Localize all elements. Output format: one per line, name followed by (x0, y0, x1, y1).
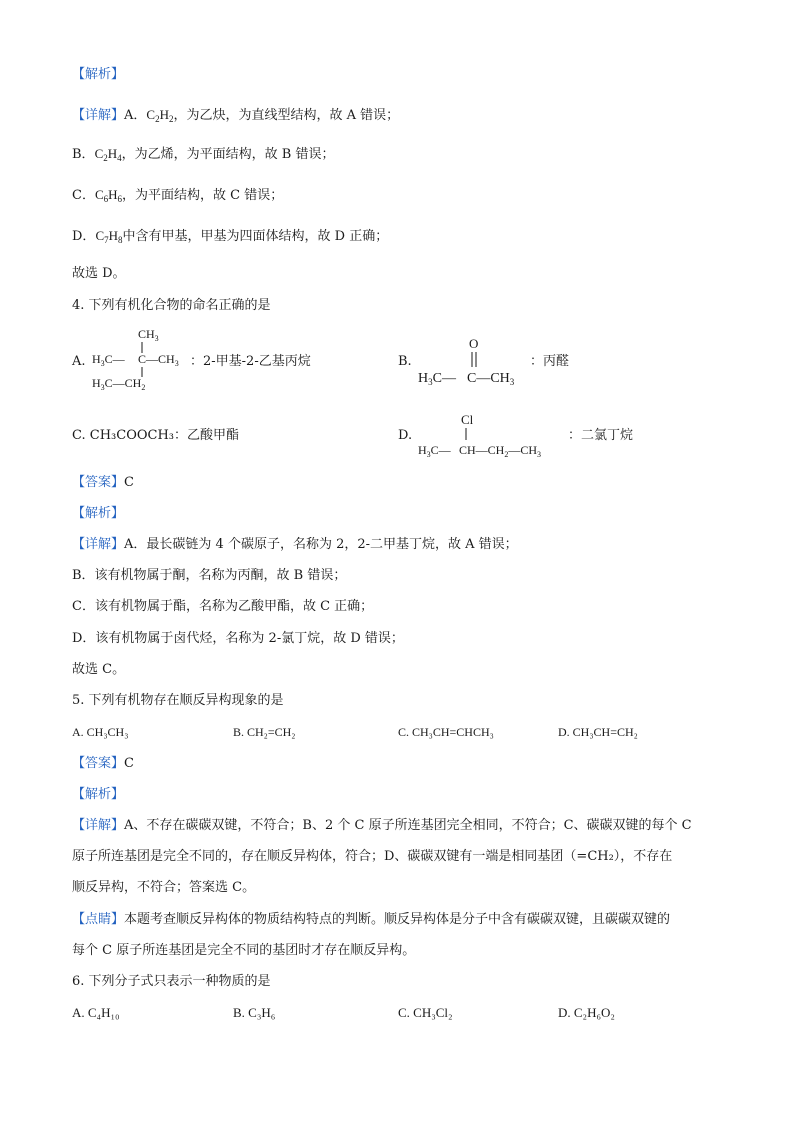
struct-b-o: O (469, 336, 479, 351)
q4-option-d-label: D. (398, 428, 413, 443)
q5-analysis-heading: 【解析】 (72, 787, 125, 802)
detail-line-c: C．$C_6H_6$，为平面结构，故 C 错误； (72, 187, 284, 204)
q5-detail-3: 顺反异构，不符合；答案选 C。 (72, 880, 256, 895)
struct-d-cl: Cl (461, 412, 474, 427)
q4-option-b-name: ：丙醛 (530, 354, 570, 369)
q4-option-d-name: ：二氯丁烷 (568, 428, 634, 443)
detail-line-d: D．$C_7H_8$中含有甲基，甲基为四面体结构，故 D 正确； (72, 228, 389, 245)
detail-line-a: 【详解】A．$C_2H_2$，为乙炔，为直线型结构，故 A 错误； (72, 107, 400, 124)
q5-detail-2: 原子所连基团是完全不同的，存在顺反异构体，符合；D、碳碳双键有一端是相同基团（=CH₂），不存在 (72, 849, 673, 864)
q4-option-a-name: ：2-甲基-2-乙基丙烷 (190, 354, 311, 369)
struct-d-chain: $H_3C—$ $CH—CH_2—CH_3$ (418, 443, 542, 459)
q5-detail-1: 【详解】A、不存在碳碳双键，不符合；B、2 个 C 原子所连基团完全相同，不符合；C、碳碳双键的每个 C (72, 818, 692, 833)
q4-option-b-label: B. (398, 354, 412, 369)
q6-option-a: A. C₄H₁₀ (72, 1005, 120, 1020)
q5-option-d: D. CH₃CH=CH₂ (558, 725, 638, 739)
q4-detail-1: 【详解】A．最长碳链为 4 个碳原子，名称为 2，2-二甲基丁烷，故 A 错误； (72, 537, 518, 552)
conclusion-1: 故选 D。 (72, 266, 126, 281)
analysis-heading-1: 【解析】 (72, 67, 125, 82)
q4-option-b-structure (415, 334, 535, 389)
q5-answer: 【答案】C (72, 756, 134, 771)
q4-answer: 【答案】C (72, 475, 134, 490)
q4-detail-4: D．该有机物属于卤代烃，名称为 2-氯丁烷，故 D 错误； (72, 631, 404, 646)
q5-option-a: A. CH₃CH₃ (72, 725, 129, 739)
q6-option-b: B. C₃H₆ (233, 1005, 276, 1020)
q4-detail-3: C．该有机物属于酯，名称为乙酸甲酯，故 C 正确； (72, 599, 374, 614)
struct-a-top: $CH_3$ (138, 327, 159, 343)
q5-option-b: B. CH₂=CH₂ (233, 725, 296, 739)
q4-option-d-structure (415, 410, 575, 460)
question-4-stem: 4. 下列有机化合物的命名正确的是 (72, 298, 271, 313)
q6-option-c: C. CH₃Cl₂ (398, 1005, 453, 1020)
q4-option-c: C. CH₃COOCH₃：乙酸甲酯 (72, 428, 240, 443)
q6-option-d: D. C₂H₆O₂ (558, 1005, 615, 1020)
struct-a-bot: $H_3C—CH_2$ (92, 376, 146, 392)
question-5-stem: 5. 下列有机物存在顺反异构现象的是 (72, 693, 284, 708)
q4-option-a-structure (90, 324, 190, 394)
struct-b-chain: $H_3C—$ $C—CH_3$ (418, 371, 515, 387)
q4-conclusion: 故选 C。 (72, 662, 126, 677)
q4-analysis-heading: 【解析】 (72, 506, 125, 521)
q5-comment-2: 每个 C 原子所连基团是完全不同的基团时才存在顺反异构。 (72, 943, 416, 958)
q4-detail-2: B．该有机物属于酮，名称为丙酮，故 B 错误； (72, 568, 347, 583)
q5-option-c: C. CH₃CH=CHCH₃ (398, 725, 494, 739)
q4-option-a-label: A. (72, 354, 86, 369)
q5-comment-1: 【点睛】本题考查顺反异构体的物质结构特点的判断。顺反异构体是分子中含有碳碳双键，且碳碳双键的 (72, 912, 671, 927)
question-6-stem: 6. 下列分子式只表示一种物质的是 (72, 974, 271, 989)
detail-line-b: B．$C_2H_4$，为乙烯，为平面结构，故 B 错误； (72, 146, 335, 163)
struct-a-mid: $H_3C—$ $C—CH_3$ (92, 352, 179, 368)
